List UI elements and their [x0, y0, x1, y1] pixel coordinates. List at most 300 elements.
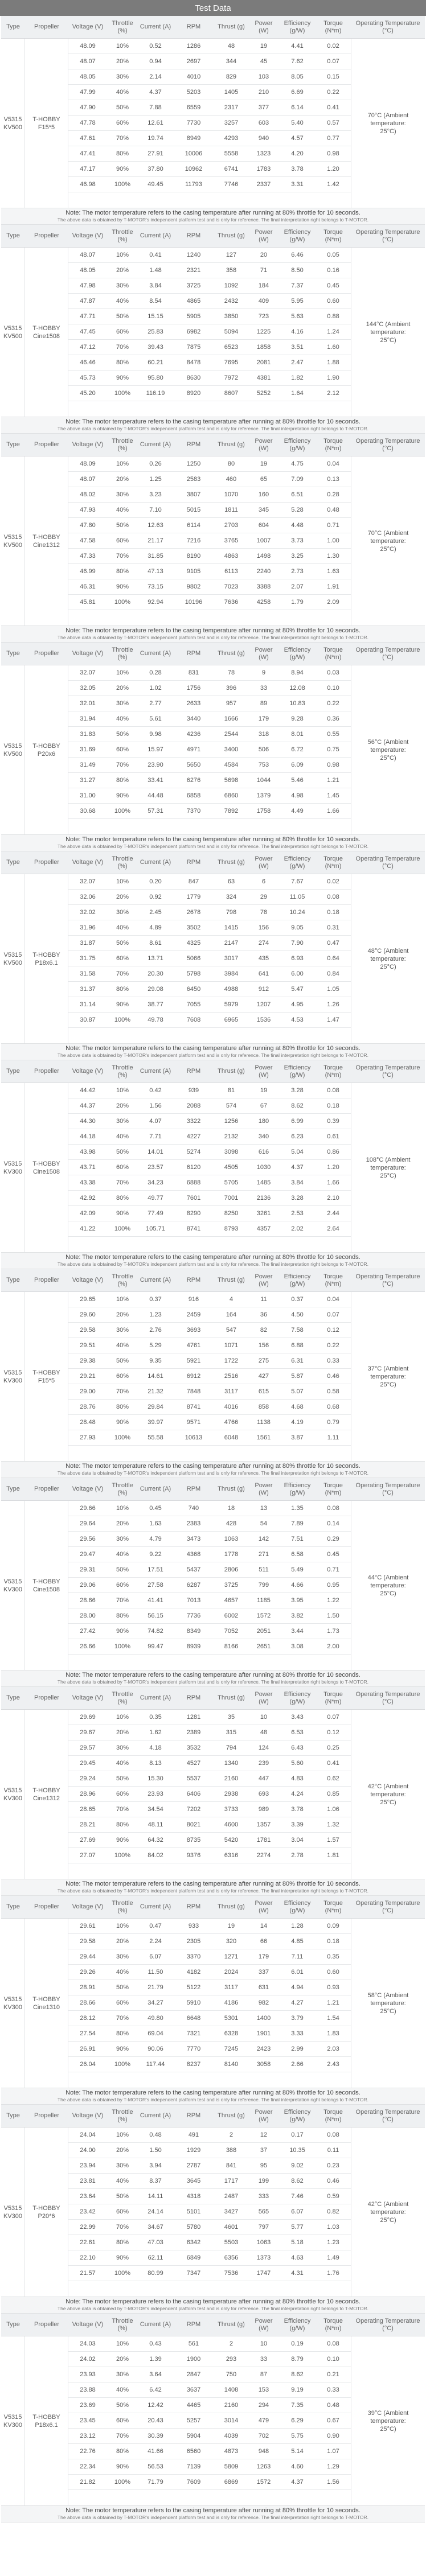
efficiency-cell: 4.41 [291, 43, 304, 50]
torque-cell: 1.21 [327, 777, 339, 784]
throttle-cell: 50% [116, 1775, 129, 1782]
voltage-cell: 45.73 [80, 375, 96, 381]
table-row [68, 1725, 351, 1740]
thrust-cell: 4601 [224, 2224, 239, 2231]
thrust-cell: 2 [229, 2131, 234, 2138]
table-row [68, 2475, 351, 2490]
rpm-cell: 7770 [186, 2046, 201, 2052]
data-rows [68, 1919, 351, 2088]
power-cell: 1373 [256, 2254, 271, 2261]
power-cell: 1536 [256, 1017, 271, 1023]
header-throttle: Throttle (%) [112, 437, 133, 452]
torque-cell: 0.35 [327, 1953, 339, 1960]
thrust-cell: 344 [226, 58, 237, 65]
efficiency-cell: 3.87 [291, 1434, 304, 1441]
header-propeller: Propeller [34, 1694, 60, 1701]
header-power: Power (W) [255, 1899, 273, 1914]
header-temperature: Operating Temperature (°C) [355, 1899, 420, 1914]
rpm-cell: 3637 [186, 2386, 201, 2393]
thrust-cell: 5979 [224, 1001, 239, 1008]
thrust-cell: 1340 [224, 1760, 239, 1767]
table-row [68, 1175, 351, 1191]
header-torque: Torque (N*m) [323, 1273, 343, 1287]
torque-cell: 1.24 [327, 328, 339, 335]
table-row [68, 533, 351, 549]
note-line-disclaimer: The above data is obtained by T-MOTOR's independent platform test and is only for reference. The final interpretation right belongs to T-MOTOR. [57, 843, 369, 849]
efficiency-cell: 2.47 [291, 359, 304, 366]
throttle-cell: 80% [116, 1404, 129, 1410]
current-cell: 3.64 [149, 2371, 162, 2378]
torque-cell: 0.79 [327, 1419, 339, 1426]
data-rows [68, 1083, 351, 1252]
voltage-cell: 29.45 [80, 1760, 96, 1767]
thrust-cell: 324 [226, 894, 237, 900]
header-power: Power (W) [255, 855, 273, 870]
current-cell: 48.11 [148, 1821, 163, 1828]
power-cell: 1781 [256, 1837, 271, 1843]
throttle-cell: 20% [116, 1938, 129, 1945]
throttle-cell: 90% [116, 2254, 129, 2261]
torque-cell: 0.98 [327, 762, 339, 768]
thrust-cell: 78 [227, 669, 235, 676]
efficiency-cell: 9.28 [291, 715, 304, 722]
efficiency-cell: 5.95 [291, 298, 304, 304]
power-cell: 4357 [256, 1225, 271, 1232]
table-row [68, 2204, 351, 2220]
throttle-cell: 20% [116, 2147, 129, 2154]
note-line-disclaimer: The above data is obtained by T-MOTOR's independent platform test and is only for reference. The final interpretation right belongs to T-MOTOR. [57, 2515, 369, 2520]
throttle-cell: 30% [116, 2162, 129, 2169]
throttle-cell: 20% [116, 267, 129, 274]
torque-cell: 0.68 [327, 1404, 339, 1410]
current-cell: 0.37 [149, 1296, 162, 1303]
table-row [68, 69, 351, 85]
rpm-cell: 561 [188, 2340, 199, 2347]
rpm-cell: 7347 [186, 2270, 201, 2277]
torque-cell: 1.91 [327, 583, 339, 590]
voltage-cell: 27.93 [80, 1434, 96, 1441]
thrust-cell: 2806 [224, 1566, 239, 1573]
thrust-cell: 8166 [224, 1643, 239, 1650]
table-body [1, 456, 425, 626]
power-cell: 2136 [256, 1195, 271, 1201]
power-cell: 67 [260, 1102, 268, 1109]
thrust-cell: 6328 [224, 2030, 239, 2037]
power-cell: 65 [260, 476, 268, 483]
current-cell: 1.50 [149, 2147, 162, 2154]
header-voltage: Voltage (V) [72, 2112, 104, 2119]
current-cell: 0.35 [149, 1714, 162, 1721]
voltage-cell: 29.61 [80, 1923, 96, 1929]
torque-cell: 1.20 [327, 1164, 339, 1171]
torque-cell: 0.48 [327, 2402, 339, 2409]
power-cell: 318 [258, 731, 269, 738]
current-cell: 9.98 [149, 731, 162, 738]
power-cell: 1138 [257, 1419, 271, 1426]
efficiency-cell: 4.20 [291, 150, 304, 157]
thrust-cell: 35 [227, 1714, 235, 1721]
power-cell: 20 [260, 252, 268, 258]
header-propeller: Propeller [34, 1068, 60, 1075]
throttle-cell: 20% [116, 58, 129, 65]
header-thrust: Thrust (g) [218, 1485, 245, 1492]
efficiency-cell: 3.33 [291, 2030, 304, 2037]
note-line-temperature: Note: The motor temperature refers to the casing temperature after running at 80% throttle for 10 seconds. [65, 418, 361, 425]
current-cell: 13.71 [148, 955, 163, 962]
voltage-cell: 48.02 [80, 491, 96, 498]
voltage-cell: 28.65 [80, 1806, 96, 1813]
table-row [68, 696, 351, 711]
thrust-cell: 8250 [224, 1210, 239, 1217]
power-cell: 948 [258, 2448, 269, 2455]
efficiency-cell: 8.62 [291, 2178, 304, 2184]
efficiency-cell: 4.19 [291, 1419, 304, 1426]
efficiency-cell: 5.77 [291, 2224, 304, 2231]
current-cell: 1.23 [149, 1311, 162, 1318]
note-line-temperature: Note: The motor temperature refers to the casing temperature after running at 80% throttle for 10 seconds. [65, 836, 361, 843]
current-cell: 74.82 [148, 1628, 163, 1635]
table-row [68, 1129, 351, 1145]
current-cell: 60.21 [148, 359, 163, 366]
rpm-cell: 1286 [186, 43, 201, 50]
voltage-cell: 29.58 [80, 1938, 96, 1945]
torque-cell: 2.12 [327, 390, 339, 397]
torque-cell: 0.02 [327, 878, 339, 885]
rpm-cell: 4318 [186, 2193, 201, 2200]
rpm-cell: 8349 [186, 1628, 201, 1635]
thrust-cell: 4988 [224, 986, 239, 993]
current-cell: 39.97 [148, 1419, 163, 1426]
current-cell: 12.63 [148, 522, 163, 529]
power-cell: 87 [260, 2371, 268, 2378]
rpm-cell: 8939 [186, 1643, 201, 1650]
voltage-cell: 28.21 [80, 1821, 96, 1828]
thrust-cell: 547 [226, 1327, 237, 1334]
propeller-cell: T-HOBBY F15*5 [25, 1292, 68, 1461]
power-cell: 1063 [256, 2239, 271, 2246]
rpm-cell: 6888 [186, 1179, 201, 1186]
test-table-block [1, 2314, 425, 2522]
power-cell: 2051 [256, 1628, 271, 1635]
efficiency-cell: 3.39 [291, 1821, 304, 1828]
header-propeller: Propeller [34, 2112, 60, 2119]
torque-cell: 1.60 [327, 344, 339, 351]
table-row [68, 386, 351, 401]
throttle-cell: 20% [116, 1311, 129, 1318]
torque-cell: 0.47 [327, 940, 339, 947]
voltage-cell: 23.88 [80, 2386, 96, 2393]
throttle-cell: 80% [116, 1612, 129, 1619]
header-throttle: Throttle (%) [112, 19, 133, 34]
current-cell: 34.27 [148, 1999, 163, 2006]
voltage-cell: 26.04 [80, 2061, 96, 2068]
table-row [68, 1934, 351, 1949]
current-cell: 9.35 [149, 1357, 162, 1364]
efficiency-cell: 1.28 [291, 1923, 304, 1929]
efficiency-cell: 4.49 [291, 808, 304, 814]
efficiency-cell: 4.37 [291, 2479, 304, 2486]
table-row [68, 2413, 351, 2429]
note-line-disclaimer: The above data is obtained by T-MOTOR's independent platform test and is only for reference. The final interpretation right belongs to T-MOTOR. [57, 1679, 369, 1685]
current-cell: 31.85 [148, 553, 163, 559]
table-row [68, 1817, 351, 1833]
throttle-cell: 40% [116, 89, 129, 96]
torque-cell: 1.54 [327, 2015, 339, 2022]
efficiency-cell: 9.02 [291, 2162, 304, 2169]
torque-cell: 0.22 [327, 89, 339, 96]
current-cell: 1.56 [149, 1102, 162, 1109]
torque-cell: 0.18 [327, 909, 339, 916]
voltage-cell: 28.76 [80, 1404, 96, 1410]
efficiency-cell: 10.24 [289, 909, 305, 916]
throttle-cell: 90% [116, 1001, 129, 1008]
throttle-cell: 10% [116, 669, 129, 676]
rpm-cell: 5798 [186, 970, 201, 977]
power-cell: 345 [258, 507, 269, 513]
throttle-cell: 30% [116, 2371, 129, 2378]
test-note [1, 1252, 425, 1269]
voltage-cell: 31.00 [80, 792, 96, 799]
power-cell: 142 [258, 1536, 269, 1542]
efficiency-cell: 2.73 [291, 568, 304, 575]
current-cell: 1.02 [149, 685, 162, 692]
note-line-temperature: Note: The motor temperature refers to the casing temperature after running at 80% throttle for 10 seconds. [65, 1463, 361, 1470]
efficiency-cell: 6.99 [291, 1118, 304, 1125]
table-row [68, 2128, 351, 2143]
torque-cell: 0.41 [327, 104, 339, 111]
test-table-block [1, 851, 425, 1060]
thrust-cell: 3117 [224, 1388, 238, 1395]
header-type: Type [6, 2112, 20, 2119]
operating-temperature-cell: 58°C (Ambient temperature: 25°C) [351, 1919, 425, 2088]
rpm-cell: 5921 [186, 1357, 201, 1364]
thrust-cell: 6048 [224, 1434, 239, 1441]
efficiency-cell: 4.31 [291, 2270, 304, 2277]
power-cell: 604 [258, 522, 269, 529]
table-row [68, 2398, 351, 2413]
voltage-cell: 28.66 [80, 1999, 96, 2006]
power-cell: 54 [260, 1520, 268, 1527]
thrust-cell: 6113 [224, 568, 238, 575]
thrust-cell: 7746 [224, 181, 239, 188]
throttle-cell: 40% [116, 1133, 129, 1140]
torque-cell: 1.81 [327, 1852, 339, 1859]
table-row [68, 1415, 351, 1430]
efficiency-cell: 6.46 [291, 252, 304, 258]
efficiency-cell: 6.58 [291, 1551, 304, 1558]
throttle-cell: 10% [116, 252, 129, 258]
note-line-temperature: Note: The motor temperature refers to the casing temperature after running at 80% throttle for 10 seconds. [65, 1045, 361, 1052]
efficiency-cell: 7.89 [291, 1520, 304, 1527]
table-row [68, 371, 351, 386]
note-line-disclaimer: The above data is obtained by T-MOTOR's independent platform test and is only for reference. The final interpretation right belongs to T-MOTOR. [57, 1052, 369, 1058]
header-propeller: Propeller [34, 23, 60, 30]
thrust-cell: 1256 [224, 1118, 239, 1125]
throttle-cell: 70% [116, 2015, 129, 2022]
test-note [1, 417, 425, 434]
motor-type-cell: V5315 KV500 [1, 456, 25, 626]
voltage-cell: 47.90 [80, 104, 96, 111]
voltage-cell: 44.18 [80, 1133, 96, 1140]
power-cell: 333 [258, 2193, 269, 2200]
efficiency-cell: 6.43 [291, 1744, 304, 1751]
table-row [68, 564, 351, 579]
header-rpm: RPM [186, 23, 201, 30]
torque-cell: 1.50 [327, 1612, 339, 1619]
header-type: Type [6, 1485, 20, 1492]
torque-cell: 0.07 [327, 1714, 339, 1721]
voltage-cell: 29.60 [80, 1311, 96, 1318]
throttle-cell: 50% [116, 1566, 129, 1573]
rpm-cell: 11793 [185, 181, 202, 188]
throttle-cell: 90% [116, 1210, 129, 1217]
rpm-cell: 3370 [186, 1953, 201, 1960]
table-row [68, 1516, 351, 1532]
table-row [68, 278, 351, 294]
motor-type-cell: V5315 KV500 [1, 39, 25, 208]
table-row [68, 1639, 351, 1655]
efficiency-cell: 4.95 [291, 1001, 304, 1008]
thrust-cell: 428 [226, 1520, 237, 1527]
header-current: Current (A) [140, 1694, 171, 1701]
header-thrust: Thrust (g) [218, 23, 245, 30]
torque-cell: 1.73 [327, 1628, 339, 1635]
efficiency-cell: 5.07 [291, 1388, 304, 1395]
table-row [68, 1593, 351, 1608]
thrust-cell: 8793 [224, 1225, 239, 1232]
header-propeller: Propeller [34, 2321, 60, 2328]
header-thrust: Thrust (g) [218, 1068, 245, 1075]
header-efficiency: Efficiency (g/W) [284, 19, 311, 34]
rpm-cell: 6982 [186, 328, 201, 335]
rpm-cell: 7055 [186, 1001, 201, 1008]
header-propeller: Propeller [34, 232, 60, 239]
note-line-disclaimer: The above data is obtained by T-MOTOR's independent platform test and is only for reference. The final interpretation right belongs to T-MOTOR. [57, 1470, 369, 1476]
rpm-cell: 2389 [186, 1729, 201, 1736]
efficiency-cell: 7.11 [291, 1953, 304, 1960]
efficiency-cell: 2.99 [291, 2046, 304, 2052]
voltage-cell: 22.34 [80, 2463, 96, 2470]
thrust-cell: 2147 [224, 940, 239, 947]
rpm-cell: 3502 [186, 924, 201, 931]
table-row [68, 1949, 351, 1965]
efficiency-cell: 8.94 [291, 669, 304, 676]
efficiency-cell: 0.19 [291, 2340, 304, 2347]
thrust-cell: 358 [226, 267, 237, 274]
table-row [68, 890, 351, 905]
thrust-cell: 3765 [224, 537, 239, 544]
table-row [68, 549, 351, 564]
note-line-temperature: Note: The motor temperature refers to the casing temperature after running at 80% throttle for 10 seconds. [65, 1880, 361, 1887]
table-row [68, 162, 351, 177]
header-type: Type [6, 650, 20, 657]
power-cell: 45 [260, 58, 268, 65]
table-header-row [1, 1060, 425, 1083]
efficiency-cell: 4.60 [291, 2463, 304, 2470]
rpm-cell: 9376 [186, 1852, 201, 1859]
voltage-cell: 29.51 [80, 1342, 96, 1349]
header-temperature: Operating Temperature (°C) [355, 855, 420, 870]
torque-cell: 0.85 [327, 1791, 339, 1797]
thrust-cell: 127 [226, 252, 237, 258]
current-cell: 6.42 [149, 2386, 162, 2393]
voltage-cell: 47.45 [80, 328, 96, 335]
power-cell: 1357 [256, 1821, 271, 1828]
throttle-cell: 90% [116, 166, 129, 172]
header-thrust: Thrust (g) [218, 441, 245, 448]
efficiency-cell: 9.19 [291, 2386, 304, 2393]
voltage-cell: 47.71 [80, 313, 96, 320]
voltage-cell: 42.09 [80, 1210, 96, 1217]
rpm-cell: 2678 [186, 909, 201, 916]
header-torque: Torque (N*m) [323, 437, 343, 452]
efficiency-cell: 2.53 [291, 1210, 304, 1217]
rpm-cell: 4465 [186, 2402, 201, 2409]
header-thrust: Thrust (g) [218, 1277, 245, 1283]
header-voltage: Voltage (V) [72, 650, 104, 657]
current-cell: 30.39 [148, 2433, 163, 2439]
thrust-cell: 164 [226, 1311, 237, 1318]
efficiency-cell: 6.07 [291, 2208, 304, 2215]
header-efficiency: Efficiency (g/W) [284, 1064, 311, 1079]
throttle-cell: 80% [116, 1821, 129, 1828]
power-cell: 409 [258, 298, 269, 304]
current-cell: 0.41 [149, 252, 162, 258]
throttle-cell: 20% [116, 1729, 129, 1736]
table-body [1, 1501, 425, 1670]
table-body [1, 1292, 425, 1461]
table-row [68, 595, 351, 610]
header-power: Power (W) [255, 1273, 273, 1287]
torque-cell: 0.90 [327, 2433, 339, 2439]
voltage-cell: 23.81 [80, 2178, 96, 2184]
efficiency-cell: 6.72 [291, 746, 304, 753]
current-cell: 19.74 [148, 135, 163, 142]
test-table-block [1, 1060, 425, 1269]
table-row [68, 951, 351, 966]
torque-cell: 0.46 [327, 1373, 339, 1380]
power-cell: 10 [260, 2340, 268, 2347]
table-row [68, 1292, 351, 1307]
header-propeller: Propeller [34, 650, 60, 657]
voltage-cell: 23.12 [80, 2433, 96, 2439]
voltage-cell: 48.09 [80, 43, 96, 50]
power-cell: 48 [260, 1729, 268, 1736]
rpm-cell: 10006 [185, 150, 203, 157]
efficiency-cell: 4.27 [291, 1999, 304, 2006]
table-body [1, 874, 425, 1043]
thrust-cell: 2544 [224, 731, 239, 738]
power-cell: 1758 [256, 808, 271, 814]
power-cell: 1007 [256, 537, 271, 544]
test-table-block [1, 2105, 425, 2314]
table-row [68, 2336, 351, 2352]
power-cell: 179 [258, 1953, 269, 1960]
current-cell: 4.18 [149, 1744, 162, 1751]
torque-cell: 0.33 [327, 2386, 339, 2393]
torque-cell: 0.45 [327, 282, 339, 289]
header-throttle: Throttle (%) [112, 228, 133, 243]
thrust-cell: 3017 [224, 955, 239, 962]
propeller-cell: T-HOBBY P20x6 [25, 665, 68, 834]
table-row [68, 1501, 351, 1516]
current-cell: 15.97 [148, 746, 163, 753]
torque-cell: 0.95 [327, 1582, 339, 1589]
thrust-cell: 7972 [224, 375, 239, 381]
thrust-cell: 7695 [224, 359, 239, 366]
table-row [68, 2367, 351, 2382]
rpm-cell: 7848 [186, 1388, 201, 1395]
